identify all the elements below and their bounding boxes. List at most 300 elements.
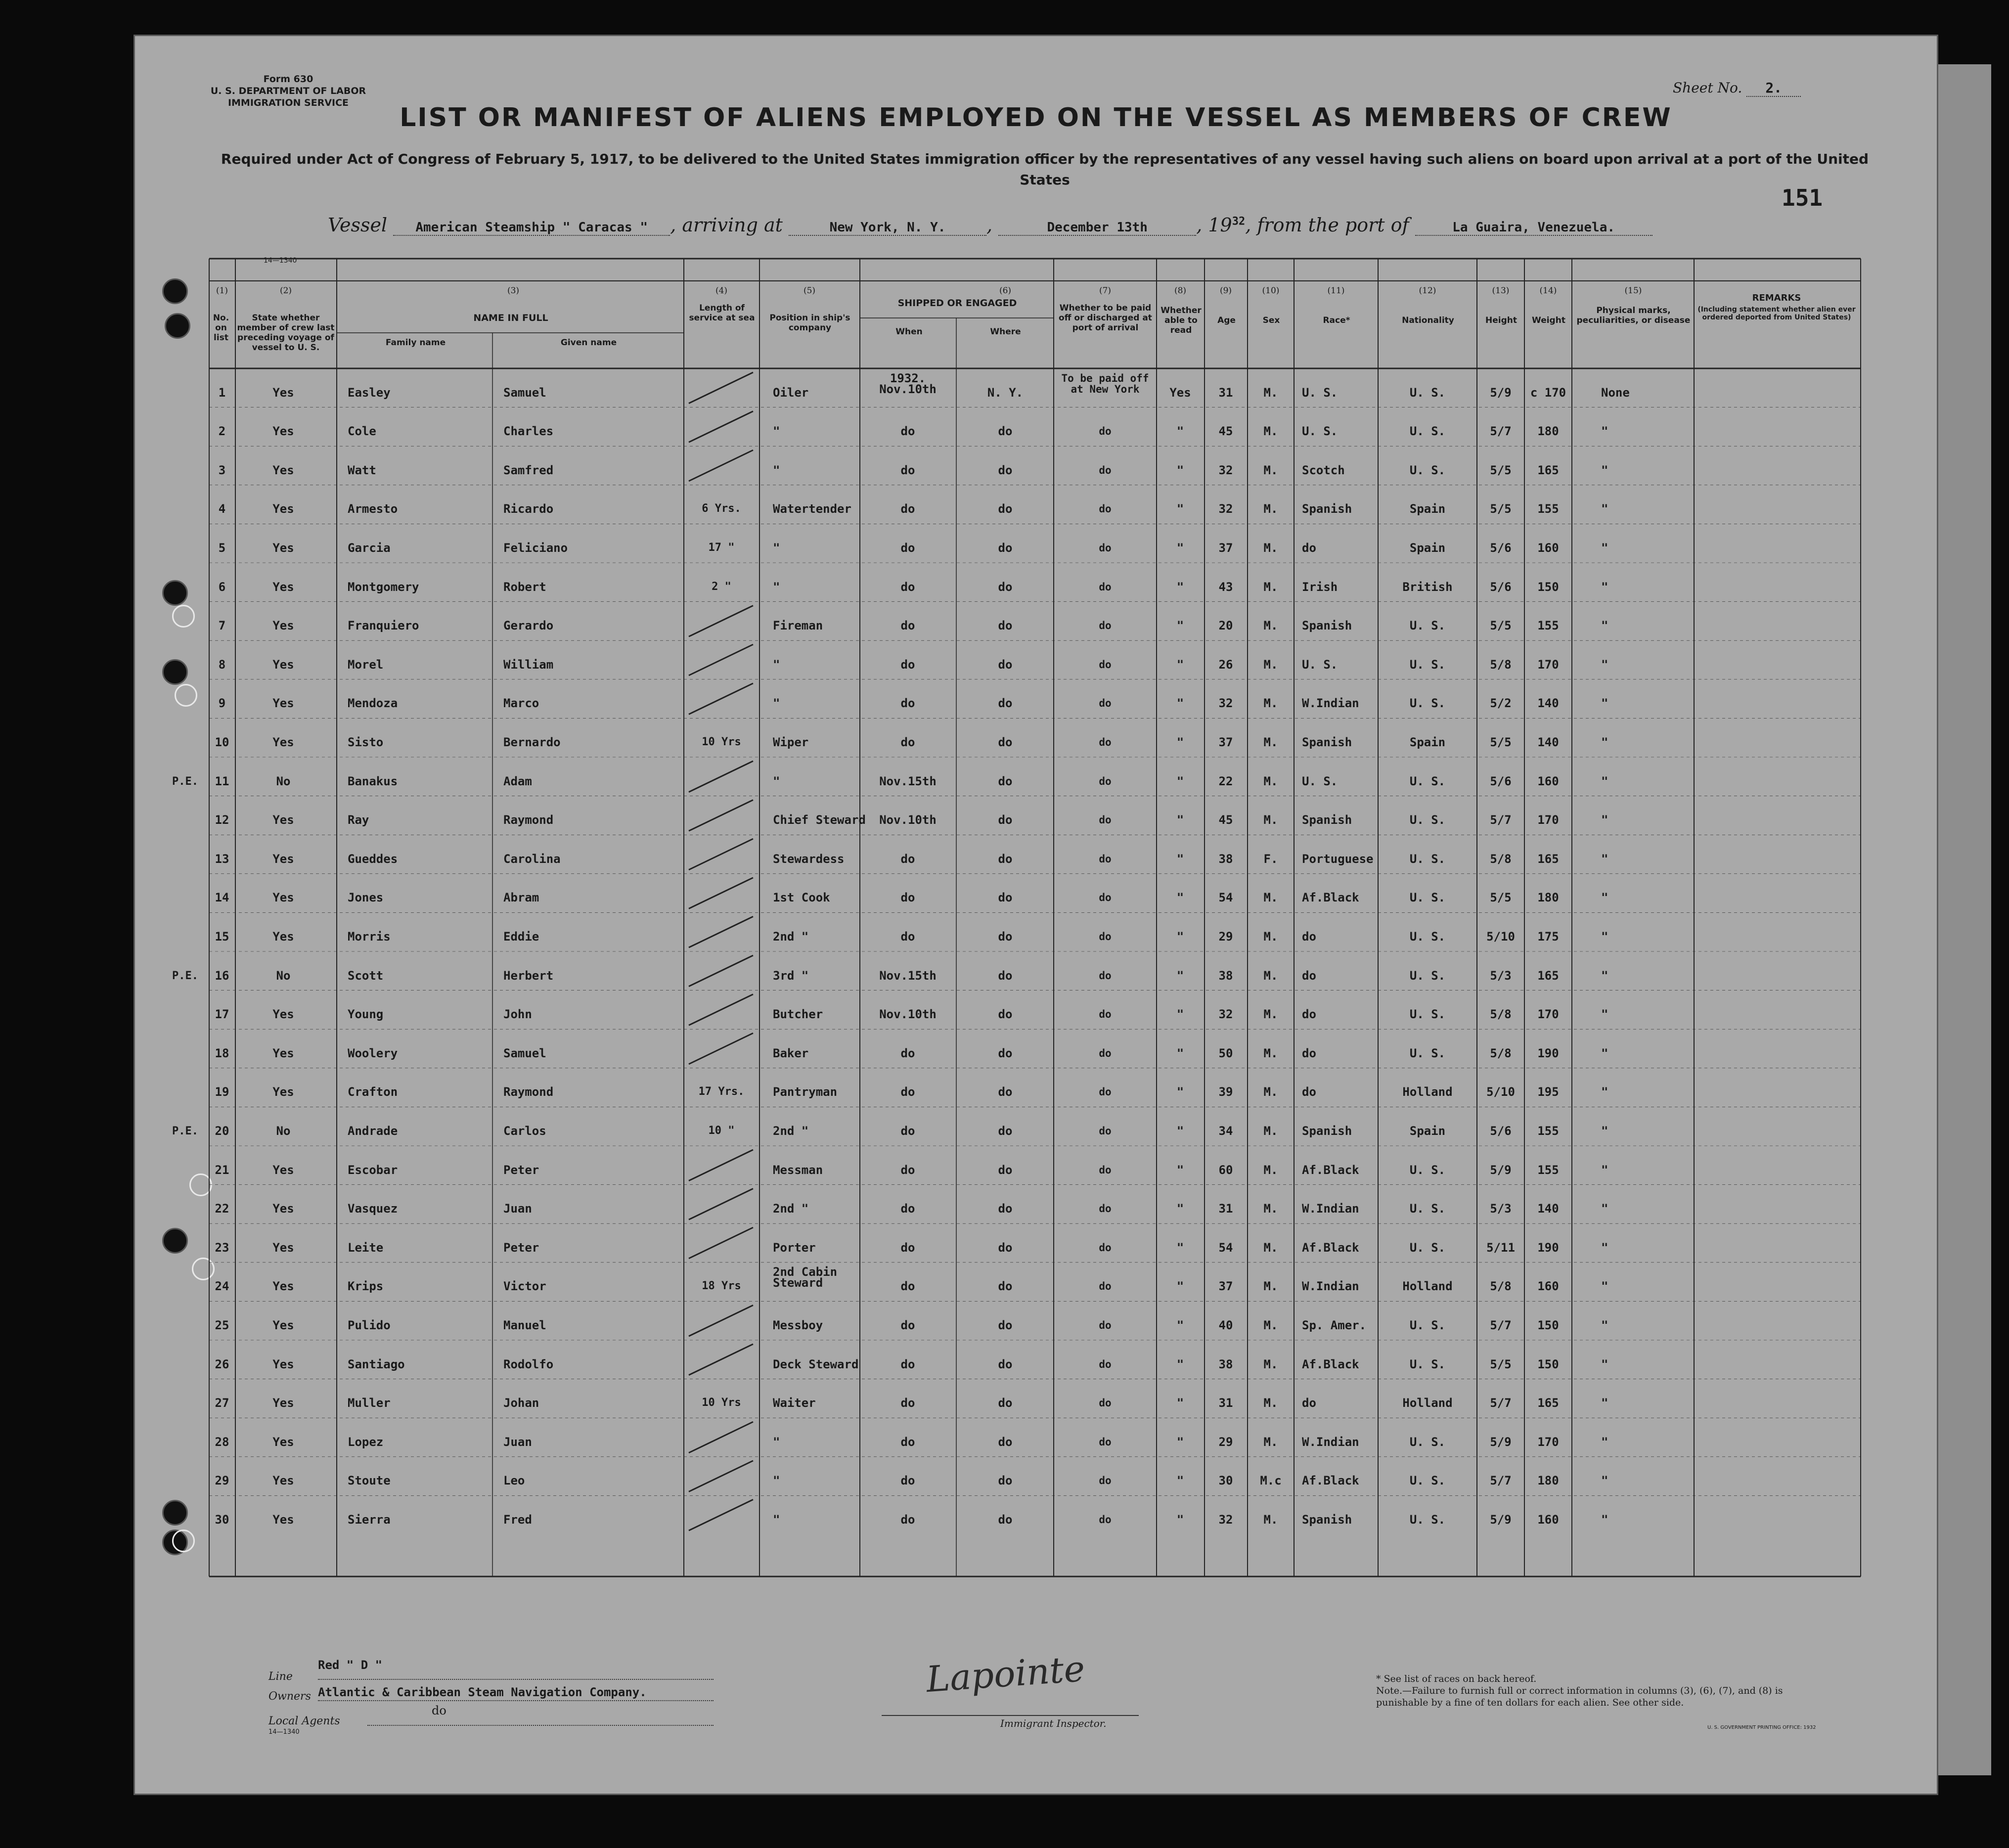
physical-marks-cell: " — [1601, 1163, 1608, 1177]
column-number: (15) — [1624, 286, 1642, 296]
shipped-when-cell: do — [900, 424, 915, 439]
paid-off-cell: do — [1099, 581, 1112, 593]
sex-cell: M. — [1263, 1046, 1278, 1060]
paid-off-cell: do — [1099, 969, 1112, 982]
shipped-when-cell: do — [900, 1513, 915, 1527]
weight-cell: c 170 — [1530, 385, 1566, 400]
paid-off-cell: do — [1099, 814, 1112, 826]
shipped-when-cell: Nov.15th — [879, 774, 937, 788]
service-slash-mark — [689, 994, 753, 1026]
race-note: * See list of races on back hereof. — [1376, 1673, 1537, 1684]
service-length-cell: 18 Yrs — [702, 1280, 741, 1293]
arrival-date: December 13th — [998, 220, 1196, 236]
column-number: (8) — [1174, 286, 1187, 296]
row-number: 8 — [218, 657, 226, 672]
race-cell: Portuguese — [1302, 852, 1374, 866]
header-family-name: Family name — [385, 338, 446, 348]
height-cell: 5/7 — [1490, 813, 1512, 827]
sex-cell: M. — [1263, 813, 1278, 827]
weight-cell: 140 — [1537, 735, 1559, 749]
position-cell: 1st Cook — [773, 891, 830, 905]
age-cell: 34 — [1218, 1124, 1233, 1138]
paid-off-cell: do — [1099, 1164, 1112, 1176]
weight-cell: 175 — [1537, 930, 1559, 944]
header-sex: Sex — [1262, 316, 1280, 325]
physical-marks-cell: " — [1601, 930, 1608, 944]
shipped-when-cell: Nov.15th — [879, 968, 937, 983]
given-name-cell: Raymond — [503, 1085, 554, 1099]
shipped-when-cell: do — [900, 891, 915, 905]
weight-cell: 170 — [1537, 813, 1559, 827]
race-cell: W.Indian — [1302, 696, 1359, 711]
row-number: 14 — [215, 891, 229, 905]
column-number: (3) — [507, 286, 520, 296]
nationality-cell: U. S. — [1409, 1318, 1446, 1332]
shipped-when-cell: Nov.10th — [879, 813, 937, 827]
prev-voyage-cell: Yes — [272, 580, 294, 594]
family-name-cell: Young — [348, 1007, 384, 1022]
able-to-read-cell: " — [1176, 657, 1184, 672]
service-name: IMMIGRATION SERVICE — [227, 97, 349, 108]
height-cell: 5/7 — [1490, 1474, 1512, 1488]
able-to-read-cell: " — [1176, 1007, 1184, 1022]
prev-voyage-cell: Yes — [272, 1513, 294, 1527]
sex-cell: M. — [1263, 1318, 1278, 1332]
position-cell: Fireman — [773, 619, 823, 633]
given-name-cell: Carolina — [503, 852, 561, 866]
column-number: (4) — [715, 286, 728, 296]
prev-voyage-cell: Yes — [272, 1318, 294, 1332]
family-name-cell: Vasquez — [348, 1202, 398, 1216]
weight-cell: 160 — [1537, 774, 1559, 788]
row-number: 20 — [215, 1124, 229, 1138]
shipped-when-cell: do — [900, 657, 915, 672]
prev-voyage-cell: Yes — [272, 891, 294, 905]
physical-marks-cell: " — [1601, 968, 1608, 983]
service-slash-mark — [689, 683, 753, 715]
pe-annotation: P.E. — [172, 775, 198, 788]
physical-marks-cell: " — [1601, 1124, 1608, 1138]
service-slash-mark — [689, 1344, 753, 1375]
given-name-cell: Samfred — [503, 463, 554, 477]
local-agents-value: do — [432, 1704, 446, 1717]
sex-cell: M. — [1263, 541, 1278, 555]
physical-marks-cell: " — [1601, 1202, 1608, 1216]
race-cell: Spanish — [1302, 735, 1352, 749]
race-cell: Sp. Amer. — [1302, 1318, 1367, 1332]
nationality-cell: British — [1402, 580, 1453, 594]
position-cell: " — [773, 541, 780, 555]
row-number: 5 — [218, 541, 226, 555]
physical-marks-cell: " — [1601, 891, 1608, 905]
service-slash-mark — [689, 839, 753, 870]
page-title: LIST OR MANIFEST OF ALIENS EMPLOYED ON THE VESSEL AS MEMBERS OF CREW — [400, 103, 1672, 133]
family-name-cell: Ray — [348, 813, 369, 827]
row-number: 10 — [215, 735, 229, 749]
given-name-cell: Manuel — [503, 1318, 546, 1332]
form-number: Form 630 — [263, 74, 313, 85]
weight-cell: 155 — [1537, 1163, 1559, 1177]
nationality-cell: Spain — [1409, 541, 1446, 555]
able-to-read-cell: " — [1176, 502, 1184, 516]
given-name-cell: Samuel — [503, 385, 546, 400]
shipped-when-cell: do — [900, 1435, 915, 1449]
sex-cell: M. — [1263, 385, 1278, 400]
sex-cell: M. — [1263, 1007, 1278, 1022]
paid-off-cell: do — [1099, 1047, 1112, 1059]
position-cell: 2nd Cabin Steward — [773, 1265, 838, 1290]
row-number: 24 — [215, 1279, 229, 1294]
height-cell: 5/6 — [1490, 1124, 1512, 1138]
family-name-cell: Pulido — [348, 1318, 391, 1332]
paid-off-cell: do — [1099, 1241, 1112, 1254]
vessel-label: Vessel — [328, 214, 388, 236]
shipped-where-cell: do — [998, 852, 1013, 866]
paid-off-cell: To be paid off at New York — [1061, 372, 1149, 395]
service-length-cell: 10 Yrs — [702, 1397, 741, 1409]
sex-cell: M. — [1263, 891, 1278, 905]
height-cell: 5/10 — [1486, 930, 1515, 944]
row-number: 4 — [218, 502, 226, 516]
stamp-number: 151 — [1782, 184, 1823, 211]
shipped-where-cell: do — [998, 813, 1013, 827]
position-cell: Oiler — [773, 385, 809, 400]
able-to-read-cell: " — [1176, 1163, 1184, 1177]
department-name: U. S. DEPARTMENT OF LABOR — [210, 86, 366, 96]
nationality-cell: U. S. — [1409, 1357, 1446, 1371]
able-to-read-cell: " — [1176, 1240, 1184, 1255]
column-number: (10) — [1262, 286, 1280, 296]
prev-voyage-cell: Yes — [272, 502, 294, 516]
sheet-label: Sheet No. — [1673, 80, 1742, 96]
age-cell: 38 — [1218, 968, 1233, 983]
column-number: (1) — [216, 286, 228, 296]
shipped-where-cell: do — [998, 1163, 1013, 1177]
shipped-when-cell: do — [900, 580, 915, 594]
family-name-cell: Stoute — [348, 1474, 391, 1488]
physical-marks-cell: " — [1601, 1357, 1608, 1371]
service-slash-mark — [689, 878, 753, 909]
row-number: 23 — [215, 1240, 229, 1255]
page-subtitle: Required under Act of Congress of February 5, 1917, to be delivered to the United States immigration officer by the representatives of any vessel having such aliens on board upon arrival at a port of the United States — [221, 151, 1869, 188]
age-cell: 32 — [1218, 463, 1233, 477]
able-to-read-cell: " — [1176, 580, 1184, 594]
family-name-cell: Sierra — [348, 1513, 391, 1527]
race-cell: Scotch — [1302, 463, 1345, 477]
sex-cell: M. — [1263, 1085, 1278, 1099]
row-number: 6 — [218, 580, 226, 594]
paid-off-cell: do — [1099, 1475, 1112, 1487]
height-cell: 5/8 — [1490, 1007, 1512, 1022]
prev-voyage-cell: Yes — [272, 463, 294, 477]
given-name-cell: Juan — [503, 1435, 532, 1449]
given-name-cell: Johan — [503, 1396, 539, 1410]
sex-cell: M. — [1263, 1435, 1278, 1449]
race-cell: Spanish — [1302, 813, 1352, 827]
shipped-when-cell: do — [900, 1279, 915, 1294]
physical-marks-cell: " — [1601, 1085, 1608, 1099]
service-slash-mark — [689, 916, 753, 947]
age-cell: 54 — [1218, 1240, 1233, 1255]
race-cell: Spanish — [1302, 1124, 1352, 1138]
race-cell: U. S. — [1302, 385, 1338, 400]
sex-cell: M. — [1263, 1240, 1278, 1255]
height-cell: 5/5 — [1490, 1357, 1512, 1371]
paid-off-cell: do — [1099, 736, 1112, 748]
shipped-when-cell: do — [900, 619, 915, 633]
row-number: 11 — [215, 774, 229, 788]
age-cell: 31 — [1218, 1202, 1233, 1216]
race-cell: do — [1302, 1396, 1316, 1410]
able-to-read-cell: " — [1176, 930, 1184, 944]
weight-cell: 180 — [1537, 424, 1559, 439]
position-cell: " — [773, 657, 780, 672]
able-to-read-cell: " — [1176, 774, 1184, 788]
row-number: 3 — [218, 463, 226, 477]
physical-marks-cell: " — [1601, 619, 1608, 633]
able-to-read-cell: " — [1176, 1124, 1184, 1138]
age-cell: 29 — [1218, 1435, 1233, 1449]
shipped-when-cell: do — [900, 1163, 915, 1177]
position-cell: " — [773, 1435, 780, 1449]
height-cell: 5/5 — [1490, 735, 1512, 749]
physical-marks-cell: " — [1601, 424, 1608, 439]
shipped-where-cell: do — [998, 1435, 1013, 1449]
height-cell: 5/9 — [1490, 1163, 1512, 1177]
able-to-read-cell: " — [1176, 1279, 1184, 1294]
nationality-cell: U. S. — [1409, 1474, 1446, 1488]
from-port-label: , from the port of — [1245, 214, 1409, 236]
nationality-cell: Holland — [1402, 1396, 1453, 1410]
height-cell: 5/8 — [1490, 852, 1512, 866]
position-cell: " — [773, 1474, 780, 1488]
row-number: 21 — [215, 1163, 229, 1177]
age-cell: 37 — [1218, 541, 1233, 555]
age-cell: 20 — [1218, 619, 1233, 633]
family-name-cell: Muller — [348, 1396, 391, 1410]
race-cell: do — [1302, 1085, 1316, 1099]
height-cell: 5/6 — [1490, 774, 1512, 788]
physical-marks-cell: " — [1601, 735, 1608, 749]
race-cell: Af.Black — [1302, 1163, 1359, 1177]
shipped-when-cell: do — [900, 1474, 915, 1488]
position-cell: " — [773, 424, 780, 439]
prev-voyage-cell: Yes — [272, 619, 294, 633]
weight-cell: 165 — [1537, 1396, 1559, 1410]
prev-voyage-cell: Yes — [272, 1279, 294, 1294]
age-cell: 38 — [1218, 1357, 1233, 1371]
position-cell: 2nd " — [773, 1124, 809, 1138]
service-slash-mark — [689, 1150, 753, 1181]
header-physical-marks: Physical marks, peculiarities, or disease — [1576, 306, 1691, 325]
physical-marks-cell: " — [1601, 813, 1608, 827]
family-name-cell: Sisto — [348, 735, 384, 749]
weight-cell: 195 — [1537, 1085, 1559, 1099]
given-name-cell: Abram — [503, 891, 539, 905]
sex-cell: M. — [1263, 580, 1278, 594]
height-cell: 5/10 — [1486, 1085, 1515, 1099]
able-to-read-cell: " — [1176, 1046, 1184, 1060]
shipped-where-cell: do — [998, 424, 1013, 439]
shipped-when-cell: do — [900, 1318, 915, 1332]
row-number: 29 — [215, 1474, 229, 1488]
prev-voyage-cell: Yes — [272, 696, 294, 711]
sex-cell: M. — [1263, 1124, 1278, 1138]
penalty-note: Note.—Failure to furnish full or correct information in columns (3), (6), (7), and (8) is punishable by a fine of ten dollars for each alien. See other side. — [1376, 1685, 1783, 1708]
able-to-read-cell: " — [1176, 1318, 1184, 1332]
physical-marks-cell: " — [1601, 1240, 1608, 1255]
height-cell: 5/3 — [1490, 968, 1512, 983]
position-cell: 2nd " — [773, 1202, 809, 1216]
shipped-when-cell: do — [900, 696, 915, 711]
physical-marks-cell: " — [1601, 1435, 1608, 1449]
height-cell: 5/2 — [1490, 696, 1512, 711]
year-suffix: 32 — [1232, 215, 1246, 228]
nationality-cell: U. S. — [1409, 619, 1446, 633]
service-slash-mark — [689, 450, 753, 481]
physical-marks-cell: " — [1601, 463, 1608, 477]
shipped-when-cell: do — [900, 852, 915, 866]
height-cell: 5/8 — [1490, 1279, 1512, 1294]
physical-marks-cell: " — [1601, 1279, 1608, 1294]
height-cell: 5/6 — [1490, 580, 1512, 594]
race-cell: U. S. — [1302, 774, 1338, 788]
service-length-cell: 17 Yrs. — [698, 1085, 745, 1098]
header-paid-off: Whether to be paid off or discharged at port of arrival — [1059, 303, 1152, 333]
family-name-cell: Andrade — [348, 1124, 398, 1138]
height-cell: 5/8 — [1490, 657, 1512, 672]
physical-marks-cell: " — [1601, 1474, 1608, 1488]
sex-cell: M. — [1263, 657, 1278, 672]
height-cell: 5/9 — [1490, 1435, 1512, 1449]
service-slash-mark — [689, 1033, 753, 1064]
able-to-read-cell: " — [1176, 463, 1184, 477]
vessel-name: American Steamship " Caracas " — [393, 220, 670, 236]
given-name-cell: Ricardo — [503, 502, 554, 516]
header-given-name: Given name — [560, 338, 617, 348]
family-name-cell: Morel — [348, 657, 384, 672]
owners-label: Owners — [268, 1690, 311, 1703]
physical-marks-cell: " — [1601, 541, 1608, 555]
paid-off-cell: do — [1099, 1280, 1112, 1293]
race-cell: Af.Black — [1302, 891, 1359, 905]
prev-voyage-cell: No — [276, 968, 291, 983]
age-cell: 31 — [1218, 1396, 1233, 1410]
shipped-when-cell: do — [900, 930, 915, 944]
nationality-cell: U. S. — [1409, 1163, 1446, 1177]
family-name-cell: Watt — [348, 463, 376, 477]
family-name-cell: Jones — [348, 891, 384, 905]
sex-cell: M. — [1263, 1202, 1278, 1216]
nationality-cell: Holland — [1402, 1279, 1453, 1294]
age-cell: 45 — [1218, 424, 1233, 439]
physical-marks-cell: None — [1601, 385, 1630, 400]
paid-off-cell: do — [1099, 658, 1112, 671]
shipped-when-cell: do — [900, 1046, 915, 1060]
physical-marks-cell: " — [1601, 696, 1608, 711]
nationality-cell: U. S. — [1409, 774, 1446, 788]
family-name-cell: Banakus — [348, 774, 398, 788]
able-to-read-cell: " — [1176, 813, 1184, 827]
column-number: (2) — [279, 286, 292, 296]
shipped-where-cell: do — [998, 580, 1013, 594]
row-number: 19 — [215, 1085, 229, 1099]
height-cell: 5/5 — [1490, 619, 1512, 633]
able-to-read-cell: Yes — [1169, 385, 1191, 400]
agents-form-code: 14—1340 — [268, 1728, 300, 1736]
age-cell: 32 — [1218, 1007, 1233, 1022]
race-cell: do — [1302, 968, 1316, 983]
nationality-cell: U. S. — [1409, 1513, 1446, 1527]
service-slash-mark — [689, 761, 753, 792]
prev-voyage-cell: Yes — [272, 541, 294, 555]
physical-marks-cell: " — [1601, 580, 1608, 594]
shipped-where-cell: do — [998, 1124, 1013, 1138]
height-cell: 5/3 — [1490, 1202, 1512, 1216]
paid-off-cell: do — [1099, 1436, 1112, 1448]
owners-underline — [318, 1700, 714, 1701]
age-cell: 32 — [1218, 696, 1233, 711]
header-when: When — [895, 327, 923, 337]
race-cell: do — [1302, 930, 1316, 944]
nationality-cell: U. S. — [1409, 813, 1446, 827]
race-cell: Af.Black — [1302, 1240, 1359, 1255]
height-cell: 5/11 — [1486, 1240, 1515, 1255]
paid-off-cell: do — [1099, 620, 1112, 632]
service-slash-mark — [689, 1189, 753, 1220]
family-name-cell: Franquiero — [348, 619, 419, 633]
weight-cell: 150 — [1537, 580, 1559, 594]
header-prev-voyage: State whether member of crew last preceding voyage of vessel to U. S. — [237, 313, 335, 353]
able-to-read-cell: " — [1176, 1357, 1184, 1371]
physical-marks-cell: " — [1601, 657, 1608, 672]
weight-cell: 165 — [1537, 463, 1559, 477]
family-name-cell: Mendoza — [348, 696, 398, 711]
given-name-cell: Feliciano — [503, 541, 568, 555]
column-number: (9) — [1219, 286, 1232, 296]
given-name-cell: Adam — [503, 774, 532, 788]
nationality-cell: U. S. — [1409, 463, 1446, 477]
column-number: (12) — [1419, 286, 1436, 296]
row-number: 2 — [218, 424, 226, 439]
row-number: 30 — [215, 1513, 229, 1527]
paid-off-cell: do — [1099, 1514, 1112, 1526]
shipped-when-cell: do — [900, 1202, 915, 1216]
pe-annotation: P.E. — [172, 1125, 198, 1137]
shipped-where-cell: do — [998, 1396, 1013, 1410]
paid-off-cell: do — [1099, 931, 1112, 943]
service-length-cell: 6 Yrs. — [702, 502, 741, 515]
prev-voyage-cell: Yes — [272, 735, 294, 749]
sheet-value: 2. — [1746, 80, 1801, 97]
weight-cell: 155 — [1537, 619, 1559, 633]
weight-cell: 170 — [1537, 1007, 1559, 1022]
prev-voyage-cell: Yes — [272, 1474, 294, 1488]
paid-off-cell: do — [1099, 1319, 1112, 1331]
sex-cell: M.c — [1260, 1474, 1282, 1488]
header-name-in-full: NAME IN FULL — [473, 313, 548, 323]
service-slash-mark — [689, 1422, 753, 1453]
race-cell: Spanish — [1302, 502, 1352, 516]
family-name-cell: Garcia — [348, 541, 391, 555]
service-slash-mark — [689, 1305, 753, 1336]
shipped-where-cell: do — [998, 696, 1013, 711]
weight-cell: 180 — [1537, 891, 1559, 905]
local-agents-label: Local Agents — [268, 1715, 340, 1727]
signature-line — [882, 1715, 1139, 1716]
age-cell: 32 — [1218, 502, 1233, 516]
prev-voyage-cell: Yes — [272, 385, 294, 400]
